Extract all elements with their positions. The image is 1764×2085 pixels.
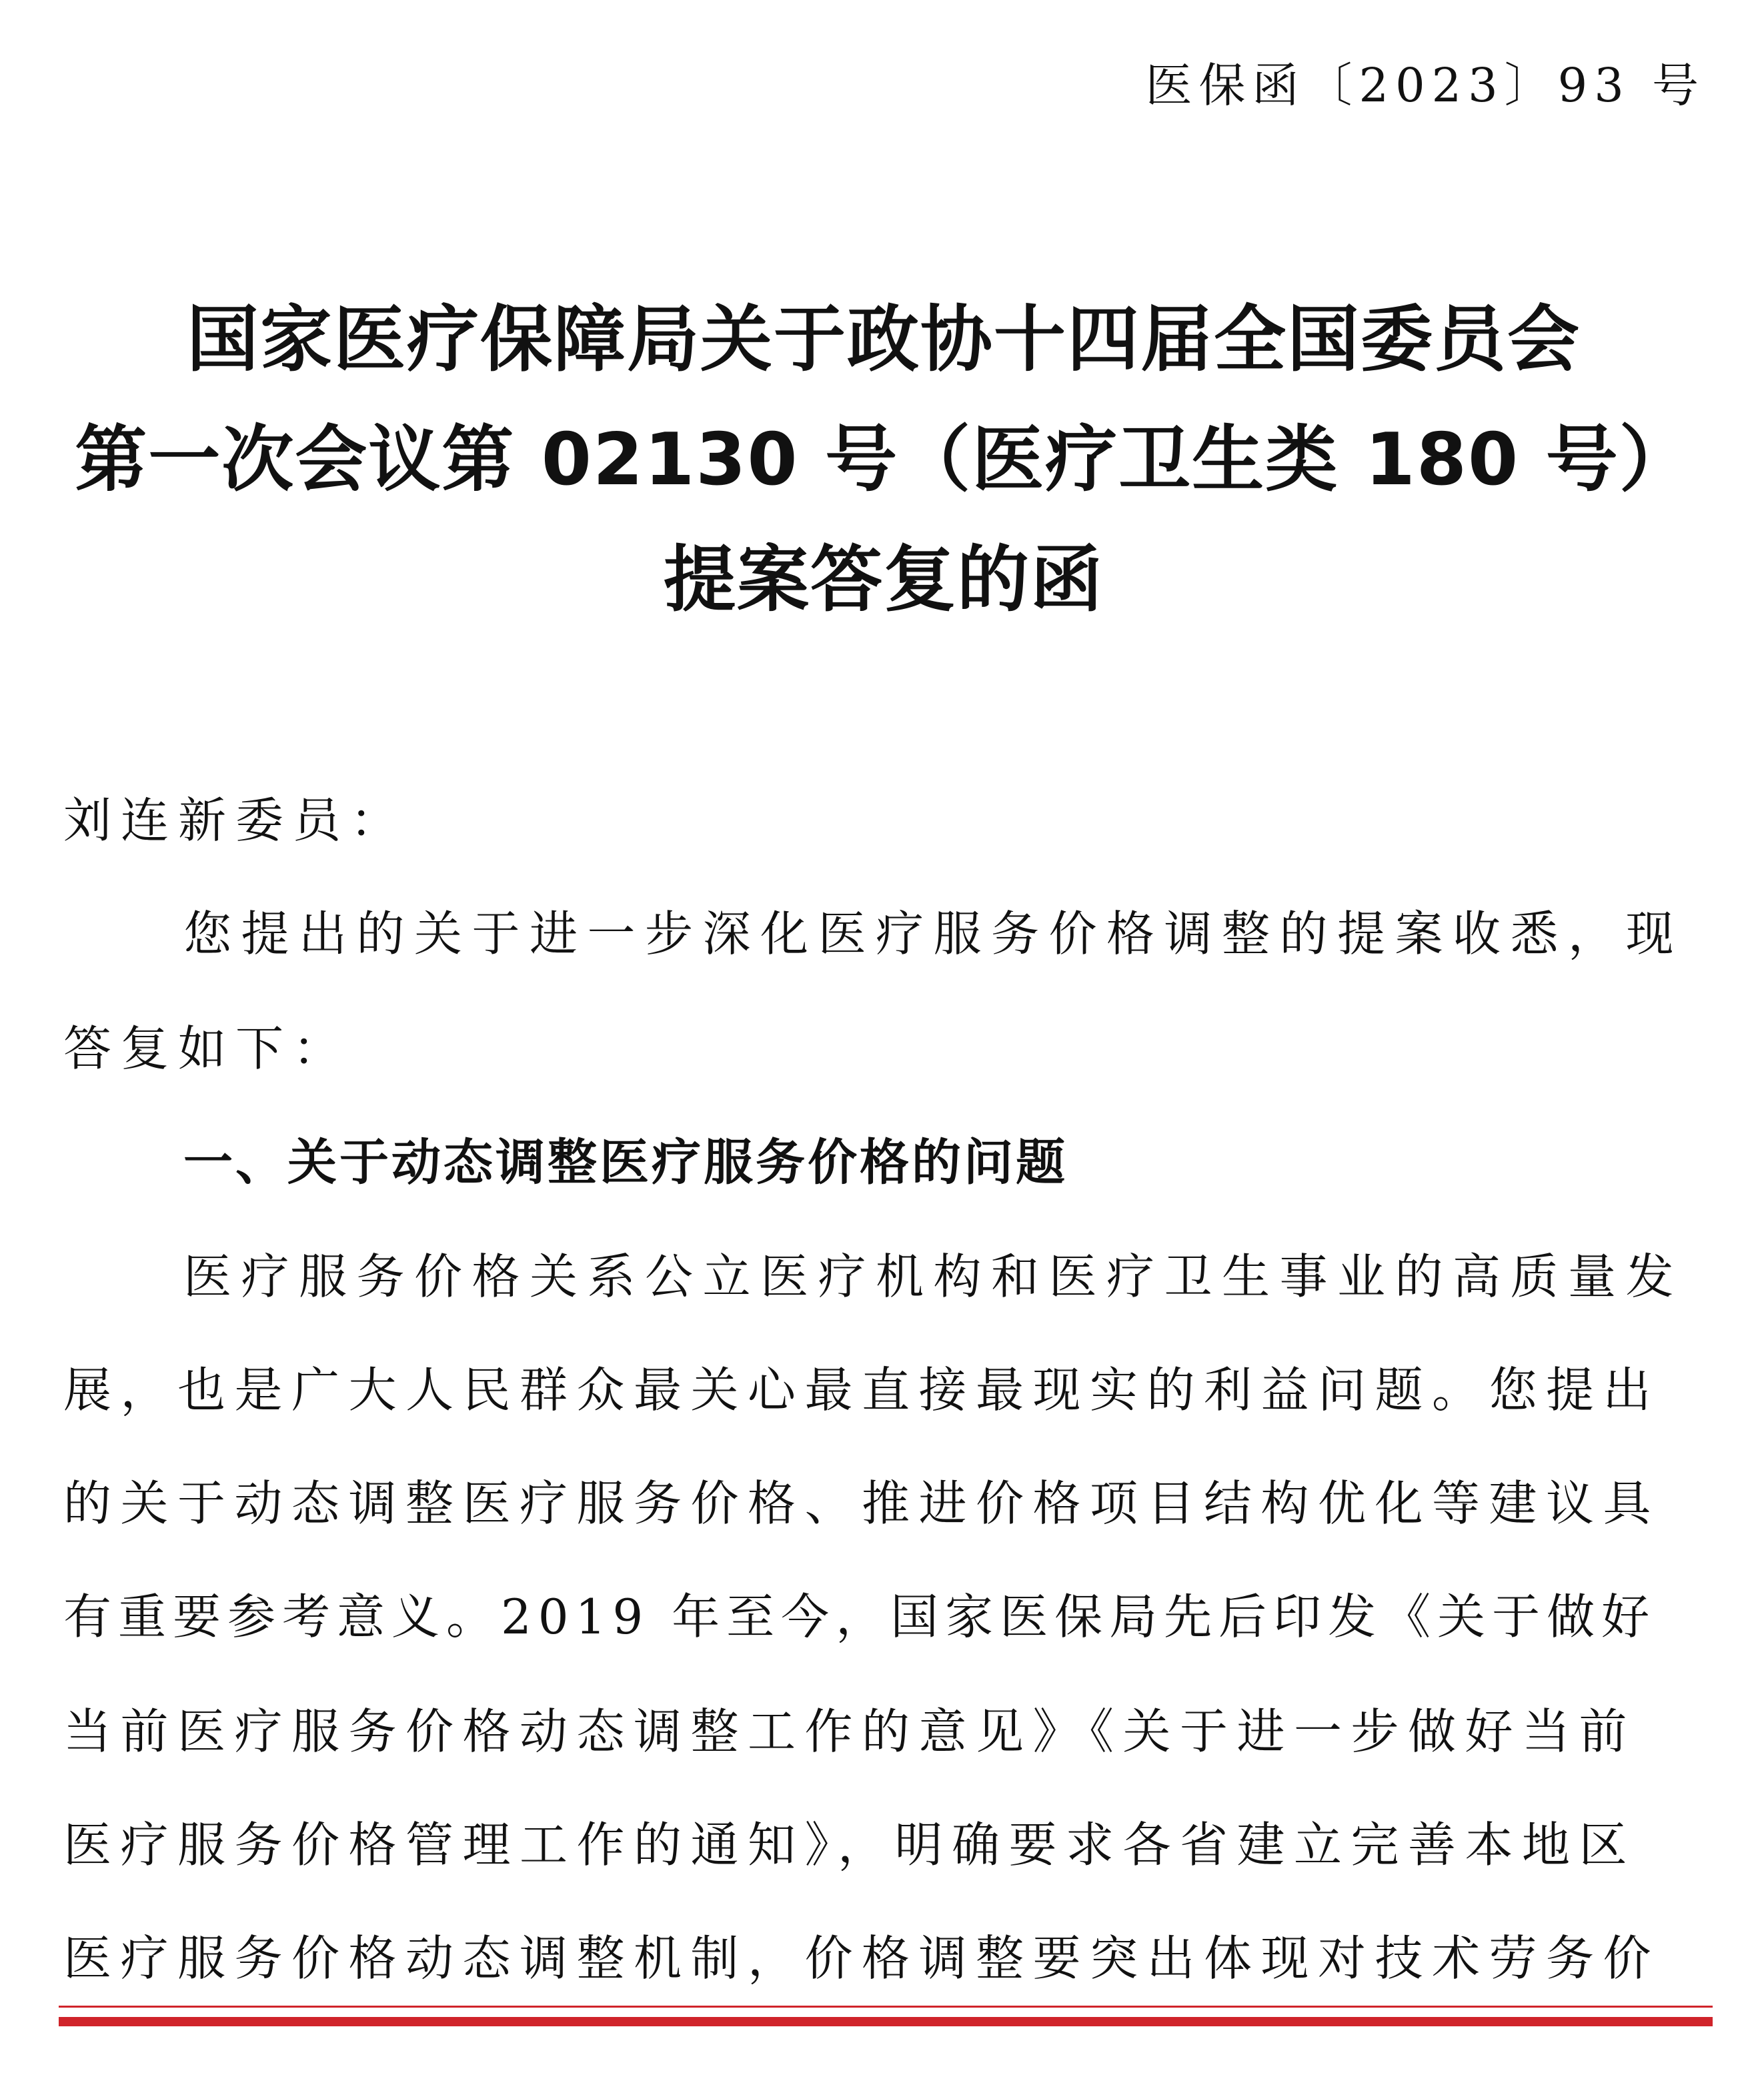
paragraph-1-line-7: 医疗服务价格动态调整机制，价格调整要突出体现对技术劳务价 [63, 1930, 1661, 1986]
title-line-1: 国家医疗保障局关于政协十四届全国委员会 [186, 298, 1581, 382]
document-title [63, 280, 1704, 640]
intro-line-1-text: 您提出的关于进一步深化医疗服务价格调整的提案收悉，现 [183, 906, 1684, 962]
paragraph-1-line-4: 有重要参考意义。2019 年至今，国家医保局先后印发《关于做好 [63, 1589, 1657, 1645]
paragraph-1-line-3: 的关于动态调整医疗服务价格、推进价格项目结构优化等建议具 [63, 1475, 1661, 1531]
footer-rule-thick [59, 2017, 1713, 2026]
salutation: 刘连新委员： [63, 792, 408, 848]
paragraph-1-line-6: 医疗服务价格管理工作的通知》，明确要求各省建立完善本地区 [63, 1817, 1637, 1873]
section-heading-1: 一、关于动态调整医疗服务价格的问题 [183, 1134, 1068, 1191]
paragraph-1-line-5: 当前医疗服务价格动态调整工作的意见》《关于进一步做好当前 [63, 1703, 1637, 1760]
paragraph-1-line-2: 展，也是广大人民群众最关心最直接最现实的利益问题。您提出 [63, 1362, 1661, 1418]
title-line-3: 提案答复的函 [663, 538, 1104, 622]
intro-line-2: 答复如下： [63, 1020, 351, 1077]
title-line-2: 第一次会议第 02130 号（医疗卫生类 180 号） [75, 418, 1693, 502]
paragraph-1-line-1: 医疗服务价格关系公立医疗机构和医疗卫生事业的高质量发 [183, 1249, 1684, 1305]
intro-line-1 [183, 895, 1711, 964]
document-number: 医保函〔2023〕93 号 [1145, 58, 1705, 113]
footer-rule-thin [59, 2006, 1713, 2008]
